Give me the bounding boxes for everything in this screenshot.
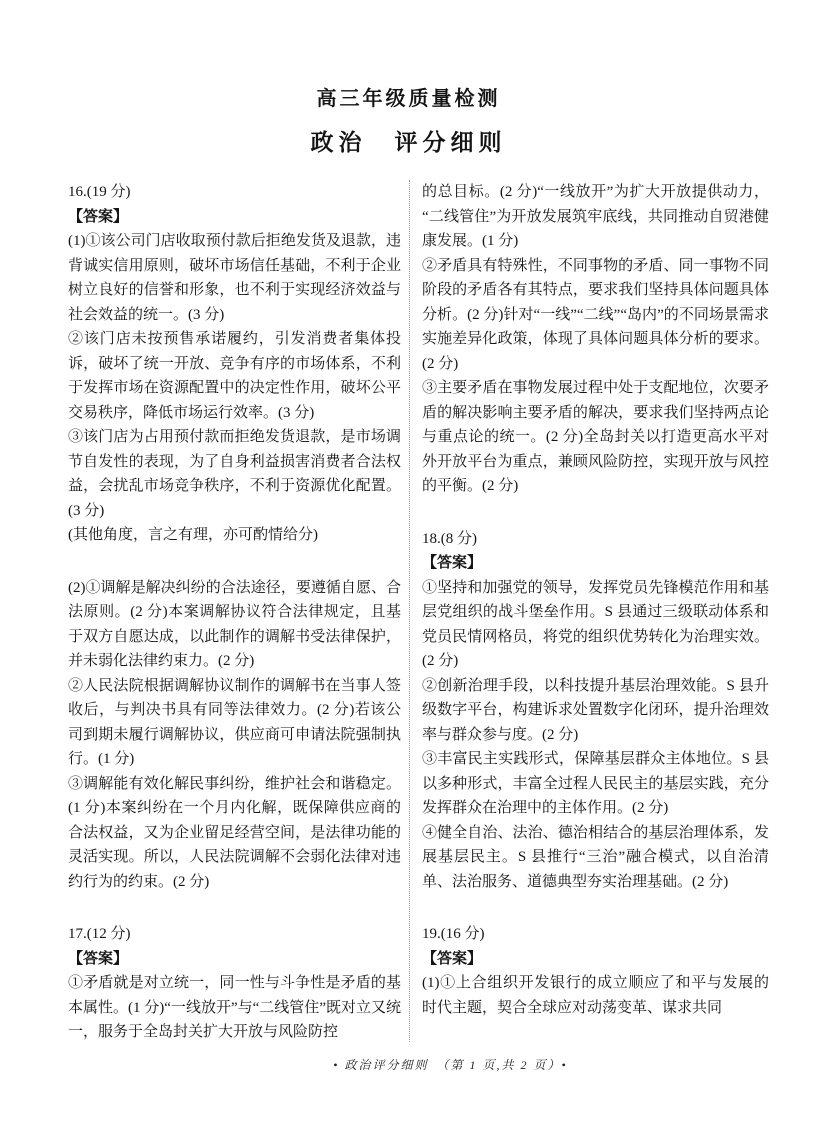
answer-paragraph: ②矛盾具有特殊性，不同事物的矛盾、同一事物不同阶段的矛盾各有其特点，要求我们坚持具体问题具体分析。(2 分)针对“一线”“二线”“岛内”的不同场景需求实施差异化政策，体现了具体问题具体分析的要求。(2 分) (422, 257, 769, 372)
right-column (422, 180, 769, 1020)
answer-paragraph: ③该门店为占用预付款而拒绝发货退款，是市场调节自发性的表现，为了自身利益损害消费者合法权益，会扰乱市场竞争秩序，不利于资源优化配置。(3 分) (68, 429, 401, 519)
answer-label: 【答案】 (422, 950, 483, 967)
answer-paragraph: ①坚持和加强党的领导，发挥党员先锋模范作用和基层党组织的战斗堡垒作用。S 县通过三级联动体系和党员民情网格员，将党的组织优势转化为治理实效。(2 分) (422, 579, 769, 669)
answer-paragraph: ②该门店未按预售承诺履约，引发消费者集体投诉，破坏了统一开放、竞争有序的市场体系，不利于发挥市场在资源配置中的决定性作用，破坏公平交易秩序，降低市场运行效率。(3 分) (68, 331, 401, 421)
spacer (422, 894, 769, 922)
spacer (68, 894, 401, 922)
answer-paragraph: (1)①上合组织开发银行的成立顺应了和平与发展的时代主题，契合全球应对动荡变革、谋求共同 (422, 975, 769, 1016)
spacer (422, 499, 769, 527)
answer-label: 【答案】 (68, 950, 129, 967)
page-subtitle: 政治 评分细则 (310, 130, 507, 155)
answer-paragraph: (2)①调解是解决纠纷的合法途径，要遵循自愿、合法原则。(2 分)本案调解协议符合法律规定，且基于双方自愿达成，以此制作的调解书受法律保护，并未弱化法律约束力。(2 分) (68, 579, 401, 669)
page-footer (42, 1056, 817, 1073)
answer-paragraph: ④健全自治、法治、德治相结合的基层治理体系，发展基层民主。S 县推行“三治”融合模式，以自治清单、法治服务、道德典型夯实治理基础。(2 分) (422, 824, 769, 890)
answer-paragraph: (1)①该公司门店收取预付款后拒绝发货及退款，违背诚实信用原则，破坏市场信任基础，不利于企业树立良好的信誉和形象，也不利于实现经济效益与社会效益的统一。(3 分) (68, 233, 401, 323)
footer-text: • 政治评分细则 （第 1 页,共 2 页）• (333, 1058, 568, 1072)
spacer (68, 548, 401, 576)
title-block (0, 82, 817, 157)
answer-paragraph: ③主要矛盾在事物发展过程中处于支配地位，次要矛盾的解决影响主要矛盾的解决，要求我们坚持两点论与重点论的统一。(2 分)全岛封关以打造更高水平对外开放平台为重点，兼顾风险防控，实现开放与风控的平衡。(2 分) (422, 380, 769, 494)
answer-paragraph: 的总目标。(2 分)“一线放开”为扩大开放提供动力，“二线管住”为开放发展筑牢底线，共同推动自贸港健康发展。(1 分) (422, 184, 769, 249)
answer-note: (其他角度，言之有理，亦可酌情给分) (68, 527, 318, 543)
question-number-19: 19.(16 分) (422, 926, 485, 942)
question-number-17: 17.(12 分) (68, 926, 131, 942)
answer-paragraph: ③调解能有效化解民事纠纷，维护社会和谐稳定。(1 分)本案纠纷在一个月内化解，既保障供应商的合法权益，又为企业留足经营空间，是法律功能的灵活实现。所以，人民法院调解不会弱化法律对违约行为的约束。(2 分) (68, 775, 401, 890)
answer-paragraph: ③丰富民主实践形式，保障基层群众主体地位。S 县以多种形式，丰富全过程人民民主的基层实践，充分发挥群众在治理中的主体作用。(2 分) (422, 751, 769, 816)
answer-paragraph: ②人民法院根据调解协议制作的调解书在当事人签收后，与判决书具有同等法律效力。(2 分)若该公司到期未履行调解协议，供应商可申请法院强制执行。(1 分) (68, 677, 401, 767)
question-number-16: 16.(19 分) (68, 184, 131, 200)
answer-label: 【答案】 (68, 208, 129, 225)
question-number-18: 18.(8 分) (422, 530, 477, 547)
left-column (68, 180, 401, 1045)
answer-paragraph: ②创新治理手段，以科技提升基层治理效能。S 县升级数字平台，构建诉求处置数字化闭环，提升治理效率与群众参与度。(2 分) (422, 677, 769, 743)
answer-paragraph: ①矛盾就是对立统一，同一性与斗争性是矛盾的基本属性。(1 分)“一线放开”与“二线管住”既对立又统一，服务于全岛封关扩大开放与风险防控 (68, 975, 401, 1040)
page-title: 高三年级质量检测 (316, 88, 501, 110)
answer-label: 【答案】 (422, 555, 483, 571)
column-divider (409, 180, 410, 1042)
